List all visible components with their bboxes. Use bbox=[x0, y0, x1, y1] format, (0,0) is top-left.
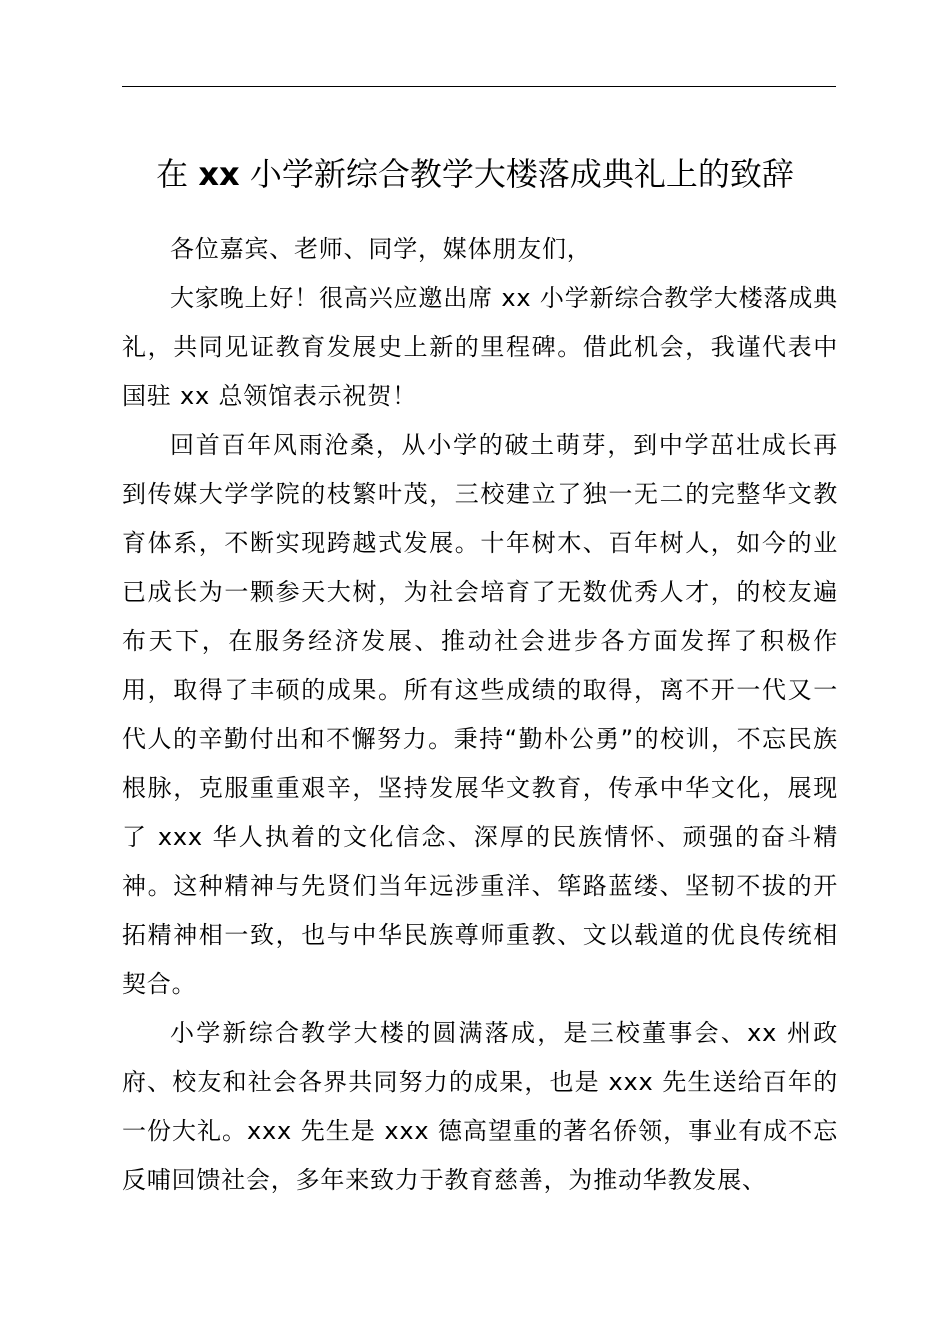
title-prefix: 在 bbox=[156, 155, 199, 193]
paragraph-salutation: 各位嘉宾、老师、同学，媒体朋友们， bbox=[170, 235, 592, 263]
paragraph-greeting: 大家晚上好！很高兴应邀出席 xx 小学新综合教学大楼落成典礼，共同见证教育发展史上新的里程碑。借此机会，我谨代表中国驻 xx 总领馆表示祝贺！ bbox=[122, 284, 838, 410]
title-bold-placeholder: xx bbox=[198, 155, 240, 193]
paragraph-building: 小学新综合教学大楼的圆满落成，是三校董事会、xx 州政府、校友和社会各界共同努力的成果，也是 xxx 先生送给百年的一份大礼。xxx 先生是 xxx 德高望重的著名侨领，事业有成不忘反哺回馈社会，多年来致力于教育慈善，为推动华教发展、 bbox=[122, 1019, 838, 1194]
header-rule bbox=[122, 86, 836, 87]
title-suffix: 小学新综合教学大楼落成典礼上的致辞 bbox=[239, 155, 794, 193]
paragraph-history: 回首百年风雨沧桑，从小学的破土萌芽，到中学茁壮成长再到传媒大学学院的枝繁叶茂，三校建立了独一无二的完整华文教育体系，不断实现跨越式发展。十年树木、百年树人，如今的业已成长为一颗参天大树，为社会培育了无数优秀人才，的校友遍布天下，在服务经济发展、推动社会进步各方面发挥了积极作用，取得了丰硕的成果。所有这些成绩的取得，离不开一代又一代人的辛勤付出和不懈努力。秉持“勤朴公勇”的校训，不忘民族根脉，克服重重艰辛，坚持发展华文教育，传承中华文化，展现了 xxx 华人执着的文化信念、深厚的民族情怀、顽强的奋斗精神。这种精神与先贤们当年远涉重洋、筚路蓝缕、坚韧不拔的开拓精神相一致，也与中华民族尊师重教、文以载道的优良传统相契合。 bbox=[122, 431, 838, 998]
document-body bbox=[122, 225, 838, 1205]
document-title bbox=[0, 150, 950, 198]
